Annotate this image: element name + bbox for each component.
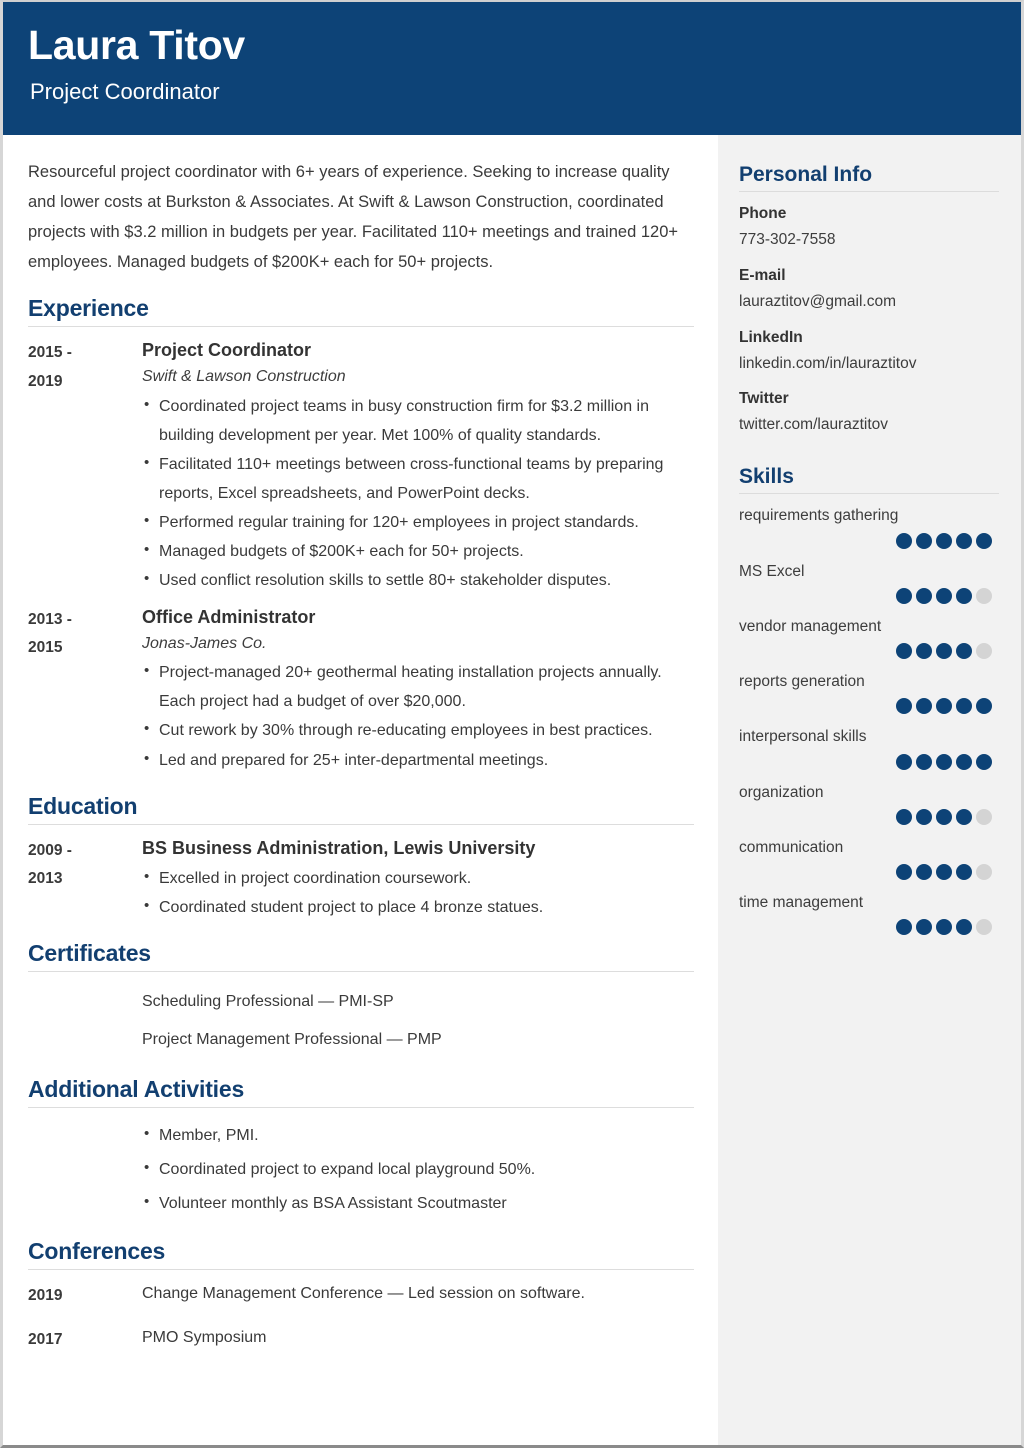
rating-dot-filled <box>956 864 972 880</box>
rating-dot-filled <box>916 643 932 659</box>
entry-degree: BS Business Administration, Lewis University <box>142 837 536 858</box>
section-divider <box>28 326 694 327</box>
rating-dot-filled <box>916 754 932 770</box>
rating-dot-filled <box>916 809 932 825</box>
skill-rating-dots <box>739 809 999 825</box>
list-item: • Excelled in project coordination coursework. <box>142 864 694 893</box>
skill-rating-dots <box>739 588 999 604</box>
rating-dot-filled <box>916 698 932 714</box>
rating-dot-empty <box>976 643 992 659</box>
professional-summary: Resourceful project coordinator with 6+ years of experience. Seeking to increase quality and lower costs at Burkston & Associates. At Swift & Lawson Construction, coordinated projects with $3.2 million in budgets per year. Facilitated 110+ meetings and trained 120+ employees. Managed budgets of $200K+ each for 50+ projects. <box>28 163 679 272</box>
skill-rating-dots <box>739 754 999 770</box>
list-item: • Project-managed 20+ geothermal heating installation projects annually. Each project had a budget of over $20,000. <box>142 658 694 716</box>
candidate-name: Laura Titov <box>28 22 245 68</box>
contact-label: Phone <box>739 205 787 222</box>
rating-dot-filled <box>976 533 992 549</box>
list-item: • Coordinated project teams in busy construction firm for $3.2 million in building development per year. Met 100% of quality standards. <box>142 392 694 450</box>
rating-dot-filled <box>956 698 972 714</box>
rating-dot-filled <box>936 588 952 604</box>
rating-dot-filled <box>936 533 952 549</box>
list-item: • Performed regular training for 120+ employees in project standards. <box>142 508 694 537</box>
list-item: • Led and prepared for 25+ inter-departmental meetings. <box>142 746 694 775</box>
skill-rating-dots <box>739 919 999 935</box>
entry-content <box>142 605 694 775</box>
list-item: • Cut rework by 30% through re-educating employees in best practices. <box>142 716 694 745</box>
sidebar-divider <box>739 493 999 494</box>
list-item: Scheduling Professional — PMI-SP <box>142 993 394 1011</box>
rating-dot-filled <box>896 643 912 659</box>
list-item: • Member, PMI. <box>142 1119 535 1153</box>
rating-dot-filled <box>936 919 952 935</box>
skill-rating-dots <box>739 698 999 714</box>
list-item: Project Management Professional — PMP <box>142 1030 442 1048</box>
entry-content <box>142 836 694 923</box>
conference-year: 2017 <box>28 1330 63 1348</box>
main-column <box>3 135 718 1445</box>
date-from: 2009 - <box>28 841 72 859</box>
list-item: • Used conflict resolution skills to settle 80+ stakeholder disputes. <box>142 566 694 595</box>
rating-dot-filled <box>896 533 912 549</box>
entry-content <box>142 338 694 595</box>
resume-body <box>3 135 1021 1445</box>
contact-field-linkedin <box>739 326 999 377</box>
rating-dot-filled <box>916 533 932 549</box>
candidate-job-title: Project Coordinator <box>30 79 220 105</box>
rating-dot-filled <box>896 864 912 880</box>
contact-field-email <box>739 264 999 315</box>
contact-value[interactable]: lauraztitov@gmail.com <box>739 292 897 310</box>
date-to: 2019 <box>28 372 63 390</box>
date-to: 2015 <box>28 639 63 657</box>
list-item: • Volunteer monthly as BSA Assistant Scoutmaster <box>142 1187 535 1221</box>
entry-company: Jonas-James Co. <box>142 634 267 652</box>
list-item: • Coordinated project to expand local playground 50%. <box>142 1153 535 1187</box>
skill-item <box>739 891 999 935</box>
conference-text: Change Management Conference — Led session on software. <box>142 1285 585 1303</box>
entry-job-title: Project Coordinator <box>142 340 312 361</box>
section-divider <box>28 824 694 825</box>
conference-entry <box>28 1325 694 1355</box>
contact-label: LinkedIn <box>739 328 803 346</box>
rating-dot-filled <box>956 643 972 659</box>
skill-label: requirements gathering <box>739 507 899 525</box>
date-from: 2013 - <box>28 610 72 628</box>
contact-label: Twitter <box>739 390 789 408</box>
contact-field-twitter <box>739 387 999 438</box>
certificate-row <box>28 983 694 1058</box>
rating-dot-filled <box>896 698 912 714</box>
list-item: • Facilitated 110+ meetings between cross-functional teams by preparing reports, Excel spreadsheets, and PowerPoint decks. <box>142 450 694 508</box>
rating-dot-filled <box>936 809 952 825</box>
contact-value[interactable]: twitter.com/lauraztitov <box>739 416 889 434</box>
entry-company: Swift & Lawson Construction <box>142 368 346 386</box>
skill-rating-dots <box>739 643 999 659</box>
rating-dot-filled <box>956 533 972 549</box>
entry-job-title: Office Administrator <box>142 606 316 627</box>
resume-header <box>3 2 1021 135</box>
date-to: 2013 <box>28 870 63 888</box>
list-item: • Managed budgets of $200K+ each for 50+ projects. <box>142 537 694 566</box>
sidebar-divider <box>739 191 999 192</box>
rating-dot-filled <box>896 809 912 825</box>
certificate-list <box>142 983 442 1058</box>
sidebar-heading-personal-info: Personal Info <box>739 163 873 186</box>
section-additional-activities <box>28 1076 694 1220</box>
date-column-spacer <box>28 983 142 1058</box>
skill-item <box>739 781 999 825</box>
rating-dot-filled <box>936 754 952 770</box>
conference-year: 2019 <box>28 1287 63 1305</box>
skill-item <box>739 560 999 604</box>
rating-dot-filled <box>896 754 912 770</box>
rating-dot-filled <box>896 588 912 604</box>
rating-dot-filled <box>956 754 972 770</box>
skill-label: communication <box>739 838 844 856</box>
section-divider <box>28 1269 694 1270</box>
rating-dot-filled <box>896 919 912 935</box>
skill-label: interpersonal skills <box>739 728 867 746</box>
conference-entry <box>28 1281 694 1311</box>
conference-text: PMO Symposium <box>142 1328 267 1346</box>
entry-date-range <box>28 605 142 775</box>
contact-value: 773-302-7558 <box>739 231 836 249</box>
skill-label: MS Excel <box>739 562 805 580</box>
sidebar-column <box>718 135 1021 1445</box>
entry-date-range <box>28 836 142 923</box>
education-entry <box>28 836 694 923</box>
entry-date-range <box>28 338 142 595</box>
skill-item <box>739 615 999 659</box>
date-from: 2015 - <box>28 344 72 362</box>
section-certificates <box>28 940 694 1058</box>
skill-label: time management <box>739 894 864 911</box>
skill-label: reports generation <box>739 673 865 690</box>
section-heading-certificates: Certificates <box>28 940 151 967</box>
rating-dot-filled <box>936 864 952 880</box>
skill-label: vendor management <box>739 617 882 635</box>
entry-bullet-list <box>142 658 694 774</box>
date-column-spacer <box>28 1119 142 1220</box>
skill-rating-dots <box>739 864 999 880</box>
skill-item <box>739 836 999 880</box>
skill-item <box>739 725 999 769</box>
contact-field-phone <box>739 202 999 253</box>
skill-rating-dots <box>739 533 999 549</box>
section-divider <box>28 1107 694 1108</box>
rating-dot-filled <box>956 809 972 825</box>
contact-label: E-mail <box>739 266 786 284</box>
section-heading-additional-activities: Additional Activities <box>28 1076 245 1103</box>
rating-dot-filled <box>956 588 972 604</box>
activities-bullet-list <box>142 1119 535 1220</box>
experience-entry <box>28 605 694 775</box>
rating-dot-filled <box>916 588 932 604</box>
activities-row <box>28 1119 694 1220</box>
rating-dot-empty <box>976 864 992 880</box>
entry-bullet-list <box>142 392 694 596</box>
list-item: • Coordinated student project to place 4 bronze statues. <box>142 893 694 922</box>
rating-dot-filled <box>916 919 932 935</box>
rating-dot-filled <box>956 919 972 935</box>
section-conferences <box>28 1238 694 1354</box>
skills-list <box>739 504 999 935</box>
contact-value[interactable]: linkedin.com/in/lauraztitov <box>739 354 917 372</box>
section-heading-experience: Experience <box>28 295 149 322</box>
rating-dot-filled <box>916 864 932 880</box>
sidebar-section-personal-info <box>739 163 999 438</box>
rating-dot-filled <box>936 643 952 659</box>
section-experience <box>28 295 694 775</box>
entry-bullet-list <box>142 864 694 922</box>
section-divider <box>28 971 694 972</box>
rating-dot-filled <box>936 698 952 714</box>
rating-dot-filled <box>976 698 992 714</box>
skill-item <box>739 670 999 714</box>
experience-entry <box>28 338 694 595</box>
rating-dot-empty <box>976 919 992 935</box>
sidebar-section-skills <box>739 465 999 935</box>
rating-dot-empty <box>976 809 992 825</box>
section-education <box>28 793 694 923</box>
sidebar-heading-skills: Skills <box>739 465 794 489</box>
rating-dot-empty <box>976 588 992 604</box>
skill-item <box>739 504 999 548</box>
skill-label: organization <box>739 783 824 801</box>
section-heading-education: Education <box>28 792 138 819</box>
section-heading-conferences: Conferences <box>28 1238 166 1265</box>
rating-dot-filled <box>976 754 992 770</box>
